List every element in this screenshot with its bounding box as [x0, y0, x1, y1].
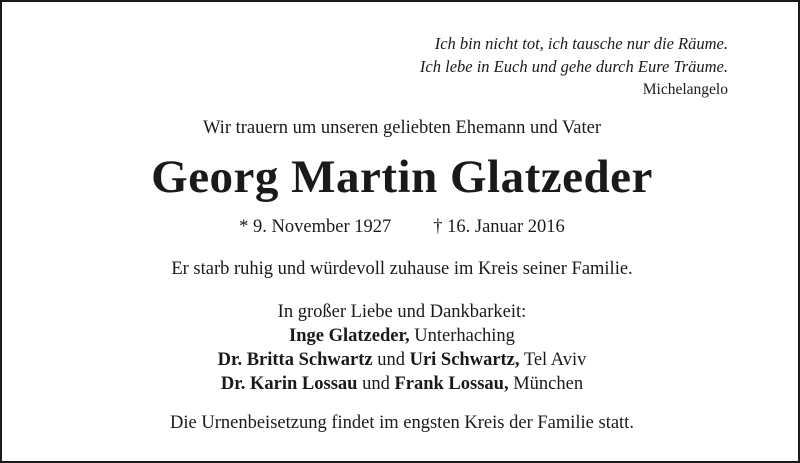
mourner-conjunction: und — [357, 374, 395, 394]
birth-date: * 9. November 1927 — [239, 217, 392, 237]
burial-notice: Die Urnenbeisetzung findet im engsten Kreis der Familie statt. — [170, 413, 634, 433]
mourner-place: Tel Aviv — [519, 350, 587, 370]
mourner-name: Frank Lossau, — [394, 374, 509, 394]
epigraph-line-2: Ich lebe in Euch und gehe durch Eure Träume. — [419, 57, 728, 76]
life-dates — [2, 217, 800, 238]
mourner-name: Uri Schwartz, — [409, 350, 520, 370]
death-date: † 16. Januar 2016 — [433, 217, 565, 237]
mourner-conjunction: und — [372, 350, 410, 370]
deceased-name: Georg Martin Glatzeder — [151, 151, 653, 203]
mourner-name: Dr. Britta Schwartz — [217, 350, 373, 370]
mourner-name: Dr. Karin Lossau — [220, 374, 358, 394]
mourners-block — [2, 300, 800, 396]
mourner-line-2 — [2, 348, 800, 372]
epigraph-line-1: Ich bin nicht tot, ich tausche nur die Räume. — [434, 34, 728, 53]
mourner-line-1 — [2, 324, 800, 348]
epigraph — [420, 32, 728, 102]
intro-text: Wir trauern um unseren geliebten Ehemann und Vater — [202, 118, 602, 138]
mourner-line-3 — [2, 372, 800, 396]
mourner-name: Inge Glatzeder, — [289, 326, 410, 346]
mourner-place: Unterhaching — [409, 326, 515, 346]
mourners-heading: In großer Liebe und Dankbarkeit: — [277, 302, 527, 322]
epigraph-author: Michelangelo — [642, 81, 728, 98]
death-sentence: Er starb ruhig und würdevoll zuhause im Kreis seiner Familie. — [171, 259, 633, 279]
mourner-place: München — [508, 374, 584, 394]
